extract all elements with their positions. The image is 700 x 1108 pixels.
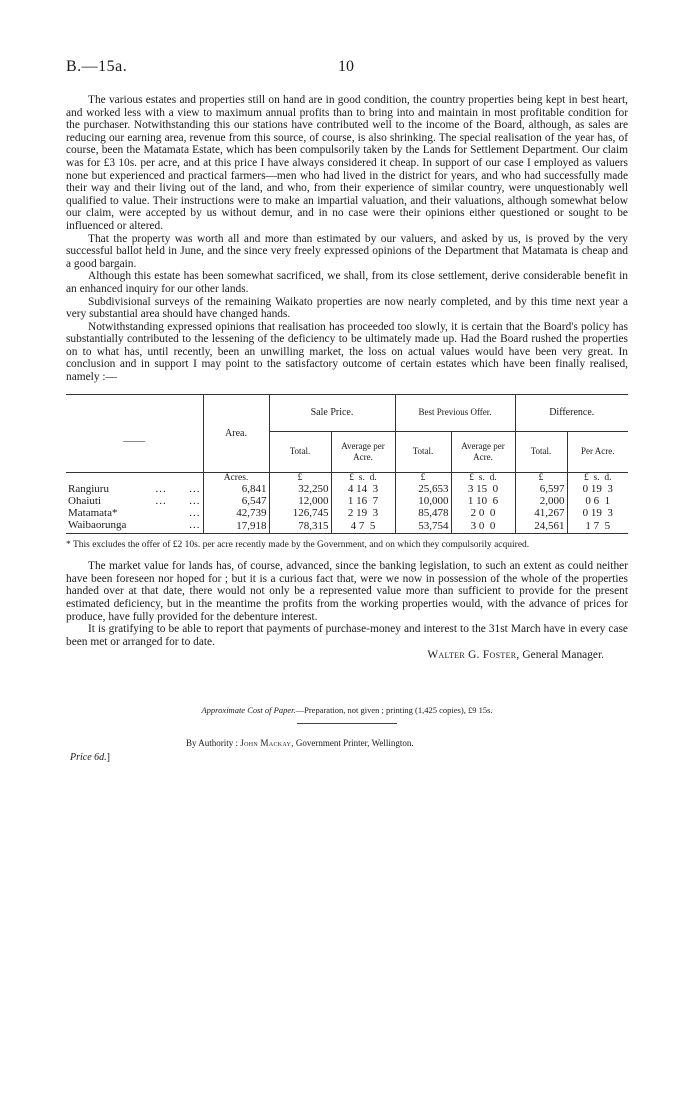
paragraph: It is gratifying to be able to report that payments of purchase-money and interest to the 31st March have in every case been met or arranged for to date. [66,623,628,648]
offer-total-unit: £ [395,472,451,483]
printer-name: John Mackay, [240,738,294,749]
estates-table [66,394,628,534]
price-text: Price 6d. [70,752,107,764]
report-body [66,94,628,384]
sale-average-value: 4 14 3 [331,483,395,495]
sale-average-value: 2 19 3 [331,507,395,519]
paragraph: The various estates and properties still on hand are in good condition, the country properties being kept in best heart, and worked less with a view to maximum annual profits than to bring into and maintain in most profitable condition for the purchaser. Notwithstanding this our stations have contributed well to the income of the Board, although, as sales are reducing our earning area, revenue from this source, of course, is also shrinking. The special realisation of the year has, of course, been the Matamata Estate, which has been compulsorily taken by the Lands for Settlement Department. Our claim was for £3 10s. per acre, and at this price I have always considered it cheap. In support of our case I employed as valuers none but experienced and practical farmers—men who had lived in the district for years, and who had successfully made their way and their living out of the land, and who, from their experience of similar country, were unquestionably well qualified to value. Their instructions were to make an impartial valuation, and their valuations, although somewhat below our claim, were accepted by us without demur, and in no case were their opinions either questioned or sought to be influenced or altered. [66,94,628,232]
signature-block [66,649,628,661]
sale-total-unit: £ [269,472,331,483]
cost-of-paper [66,705,628,715]
table-footnote: * This excludes the offer of £2 10s. per acre recently made by the Government, and on which they compulsorily acquired. [66,539,530,550]
difference-total-header: Total. [515,431,567,472]
paragraph: Notwithstanding expressed opinions that realisation has proceeded too slowly, it is certain that the Board's policy has substantially contributed to the lessening of the deficiency to be ultimately made up. Had the Board rushed the properties on to what has, until recently, been an unwilling market, the loss on actual values would have been very great. In conclusion and in support I may point to the satisfactory outcome of certain estates which have been finally realised, namely :— [66,320,628,384]
authority-line [186,738,414,748]
report-body-continued [66,560,628,648]
difference-total-value: 6,597 [515,483,567,495]
sale-lsd-unit: £ s. d. [331,472,395,483]
authority-prefix: By Authority : [186,738,239,749]
offer-average-value: 1 10 6 [451,495,515,507]
sale-price-header: Sale Price. [269,394,395,431]
difference-total-value: 41,267 [515,507,567,519]
area-column-header: Area. [203,394,269,472]
sale-total-value: 12,000 [269,495,331,507]
signatory-name: Walter G. Foster, [427,649,520,662]
difference-per-acre-value: 1 7 5 [567,519,628,534]
price-bracket: ] [106,752,110,764]
table-row [66,495,628,507]
difference-per-acre-value: 0 6 1 [567,495,628,507]
difference-per-acre-header: Per Acre. [567,431,628,472]
area-value: 42,739 [203,507,269,519]
offer-average-value: 3 0 0 [451,519,515,534]
sale-average-header: Average per Acre. [331,431,395,472]
estate-column-header: —— [123,435,146,448]
difference-total-unit: £ [515,472,567,483]
sale-average-value: 4 7 5 [331,519,395,534]
paragraph: The market value for lands has, of course, advanced, since the banking legislation, to such an extent as could neither have been foreseen nor hoped for ; but it is a curious fact that, were we now in possession of the whole of the properties handed over at that date, there would not only be a represented value more than sufficient to provide for the present estimated deficiency, but in the meantime the profits from the working properties would, with the advance of prices for produce, have fully provided for the debenture interest. [66,560,628,623]
area-value: 17,918 [203,519,269,534]
sale-total-header: Total. [269,431,331,472]
offer-total-value: 85,478 [395,507,451,519]
offer-average-header: Average per Acre. [451,431,515,472]
offer-total-value: 25,653 [395,483,451,495]
estate-name: Matamata* ... [68,506,201,519]
document-reference: B.—15a. [66,58,128,75]
paragraph: Although this estate has been somewhat sacrificed, we shall, from its close settlement, derive considerable benefit in an enhanced inquiry for our other lands. [66,270,628,295]
table-row [66,483,628,495]
table-header-row [66,394,628,431]
table-row [66,519,628,534]
sale-average-value: 1 16 7 [331,495,395,507]
authority-suffix: Government Printer, Wellington. [295,738,414,749]
offer-total-value: 53,754 [395,519,451,534]
difference-lsd-unit: £ s. d. [567,472,628,483]
difference-header: Difference. [515,394,628,431]
offer-total-header: Total. [395,431,451,472]
page-header [66,58,628,82]
area-value: 6,841 [203,483,269,495]
sale-total-value: 32,250 [269,483,331,495]
difference-total-value: 2,000 [515,495,567,507]
table-row [66,507,628,519]
estate-name: Waibaorunga ... [68,518,201,531]
difference-per-acre-value: 0 19 3 [567,507,628,519]
estate-name: Ohaiuti ... ... [68,494,201,507]
cost-text: —Preparation, not given ; printing (1,425 copies), £9 15s. [295,705,493,716]
paragraph: That the property was worth all and more than estimated by our valuers, and asked by us, is proved by the very successful ballot held in June, and the since very freely expressed opinions of the Department that Matamata is cheap and a good bargain. [66,232,628,270]
units-row [66,472,628,483]
offer-average-value: 3 15 0 [451,483,515,495]
printer-authority [66,724,628,764]
price-note [70,752,110,763]
signatory-title: General Manager. [522,649,604,662]
paragraph: Subdivisional surveys of the remaining Waikato properties are now nearly completed, and by this time next year a very substantial area should have changed hands. [66,295,628,321]
document-page [66,58,628,764]
offer-total-value: 10,000 [395,495,451,507]
estate-name: Rangiuru ... ... [68,482,201,495]
offer-average-value: 2 0 0 [451,507,515,519]
page-number: 10 [338,58,354,75]
difference-per-acre-value: 0 19 3 [567,483,628,495]
difference-total-value: 24,561 [515,519,567,534]
area-value: 6,547 [203,495,269,507]
area-unit: Acres. [203,472,269,483]
sale-total-value: 126,745 [269,507,331,519]
cost-label: Approximate Cost of Paper. [201,705,296,716]
best-offer-header: Best Previous Offer. [395,394,515,431]
offer-lsd-unit: £ s. d. [451,472,515,483]
sale-total-value: 78,315 [269,519,331,534]
